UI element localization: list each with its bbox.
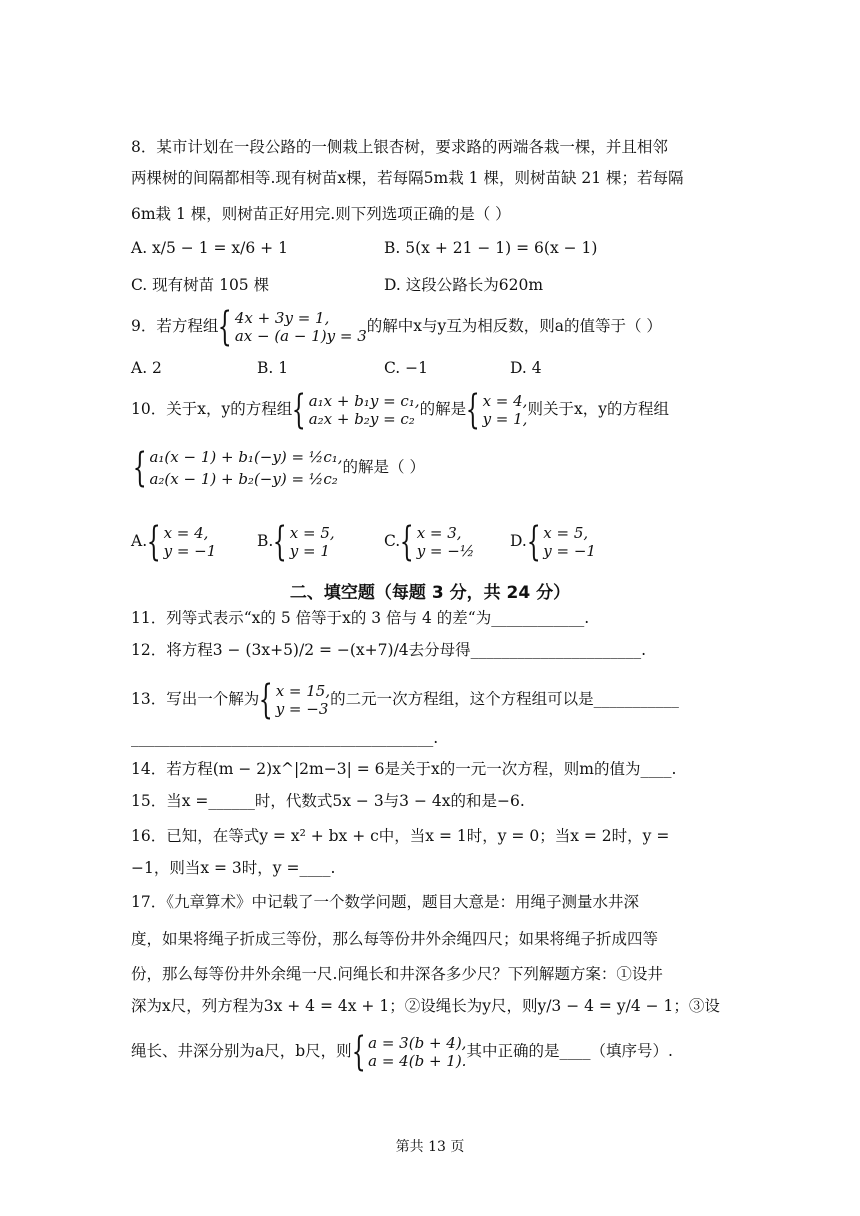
q15: 15．当x =______时，代数式5x − 3与3 − 4x的和是−6. <box>131 792 525 810</box>
q13-line2: _______________________________________. <box>131 729 439 747</box>
q17-line4: 深为x尺，列方程为3x + 4 = 4x + 1；②设绳长为y尺，则y/3 − 4 = y/4 − 1；③设 <box>131 997 720 1015</box>
q10-option-c-x: x = 3, <box>416 524 462 542</box>
q9-suffix: 的解中x与y互为相反数，则a的值等于（ ） <box>366 317 662 335</box>
q16-line2: −1，则当x = 3时，y =____. <box>131 859 336 877</box>
q9-system <box>235 309 367 345</box>
q10-suffix2: 的解是（ ） <box>342 458 425 476</box>
q13-sol1: x = 15, <box>275 682 331 700</box>
q13-suffix: 的二元一次方程组，这个方程组可以是___________ <box>330 690 679 708</box>
q10-option-d-x: x = 5, <box>543 524 589 542</box>
q10-option-a-system <box>164 524 217 560</box>
q11: 11．列等式表示“x的 5 倍等于x的 3 倍与 4 的差“为____________. <box>131 609 590 627</box>
q10-eq1: a₁x + b₁y = c₁, <box>308 392 420 410</box>
q10-line2 <box>131 446 731 490</box>
q13-solution <box>276 682 330 718</box>
q17-line2: 度，如果将绳子折成三等份，那么每等份井外余绳四尺；如果将绳子折成四等 <box>131 930 659 948</box>
q8-option-c: C. 现有树苗 105 棵 <box>131 276 270 294</box>
q9-line <box>131 304 731 350</box>
q10-option-b-y: y = 1 <box>289 542 330 560</box>
q10-option-b: B.{ x = 5, y = 1 <box>257 519 335 565</box>
q10-option-a: A.{ x = 4, y = −1 <box>131 519 217 565</box>
q10-option-b-x: x = 5, <box>289 524 335 542</box>
q9-option-c: C. −1 <box>384 359 429 377</box>
q10-system1 <box>309 392 420 428</box>
brace-icon: { <box>291 387 306 433</box>
q10-system2 <box>149 446 342 490</box>
brace-icon: { <box>399 519 414 565</box>
q10-option-c-system <box>417 524 475 560</box>
q10-option-a-y: y = −1 <box>163 542 217 560</box>
q17-line3: 份，那么每等份井外余绳一尺.问绳长和井深各多少尺？下列解题方案：①设井 <box>131 965 663 983</box>
q12: 12．将方程3 − (3x+5)/2 = −(x+7)/4去分母得______________________. <box>131 641 647 659</box>
section-title: 二、填空题（每题 3 分，共 24 分） <box>289 583 571 603</box>
q10-eq3: a₁(x − 1) + b₁(−y) = ½c₁, <box>149 448 343 466</box>
q13-prefix: 13．写出一个解为 <box>131 690 260 708</box>
q14: 14．若方程(m − 2)x^|2m−3| = 6是关于x的一元一次方程，则m的值为____. <box>131 760 677 778</box>
q17-line5b: 其中正确的是____（填序号）. <box>466 1042 673 1060</box>
q10-option-c: C.{ x = 3, y = −½ <box>384 519 475 565</box>
q17-system <box>368 1034 466 1070</box>
q10-sol1: x = 4, <box>482 392 528 410</box>
q8-option-d: D. 这段公路长为620m <box>384 276 544 294</box>
q17-line1: 17．《九章算术》中记载了一个数学问题，题目大意是：用绳子测量水井深 <box>131 893 639 911</box>
q10-option-c-y: y = −½ <box>416 542 475 560</box>
q8-line1: 8．某市计划在一段公路的一侧栽上银杏树，要求路的两端各栽一棵，并且相邻 <box>131 138 668 156</box>
q8-option-b: B. 5(x + 21 − 1) = 6(x − 1) <box>384 239 598 257</box>
q10-sol2: y = 1, <box>482 410 528 428</box>
brace-icon: { <box>465 387 480 433</box>
q10-eq4: a₂(x − 1) + b₂(−y) = ½c₂ <box>149 470 338 488</box>
page-footer: 第共 13 页 <box>395 1139 465 1155</box>
q9-option-b: B. 1 <box>257 359 289 377</box>
q10-solution <box>483 392 528 428</box>
q10-mid: 的解是 <box>419 400 467 418</box>
q9-option-d: D. 4 <box>510 359 542 377</box>
q10-option-b-system <box>290 524 335 560</box>
q17-line5a: 绳长、井深分别为a尺，b尺，则 <box>131 1042 352 1060</box>
q17-line5 <box>131 1029 731 1075</box>
q17-eq2: a = 4(b + 1). <box>368 1052 467 1070</box>
q9-eq2: ax − (a − 1)y = 3 <box>234 327 367 345</box>
q8-option-a: A. x/5 − 1 = x/6 + 1 <box>131 239 288 257</box>
brace-icon: { <box>526 519 541 565</box>
q13-line1 <box>131 677 731 723</box>
brace-icon: { <box>258 677 273 723</box>
q9-option-a: A. 2 <box>131 359 162 377</box>
q10-line1 <box>131 387 731 433</box>
brace-icon: { <box>132 445 147 491</box>
q10-suffix: 则关于x，y的方程组 <box>527 400 669 418</box>
q8-line2: 两棵树的间隔都相等.现有树苗x棵，若每隔5m栽 1 棵，则树苗缺 21 棵；若每隔 <box>131 169 684 187</box>
q10-prefix: 10．关于x，y的方程组 <box>131 400 293 418</box>
q10-option-d-y: y = −1 <box>543 542 596 560</box>
brace-icon: { <box>351 1029 366 1075</box>
q10-eq2: a₂x + b₂y = c₂ <box>308 410 415 428</box>
brace-icon: { <box>273 519 288 565</box>
brace-icon: { <box>218 304 233 350</box>
q10-option-d: D.{ x = 5, y = −1 <box>510 519 596 565</box>
q9-prefix: 9．若方程组 <box>131 317 219 335</box>
brace-icon: { <box>146 519 161 565</box>
q13-sol2: y = −3 <box>275 700 329 718</box>
q16-line1: 16．已知，在等式y = x² + bx + c中，当x = 1时，y = 0；当x = 2时，y = <box>131 827 670 845</box>
q17-eq1: a = 3(b + 4), <box>368 1034 467 1052</box>
q9-eq1: 4x + 3y = 1, <box>234 309 330 327</box>
q10-option-d-system <box>543 524 596 560</box>
q10-option-a-x: x = 4, <box>163 524 209 542</box>
q8-line3: 6m栽 1 棵，则树苗正好用完.则下列选项正确的是（ ） <box>131 205 511 223</box>
